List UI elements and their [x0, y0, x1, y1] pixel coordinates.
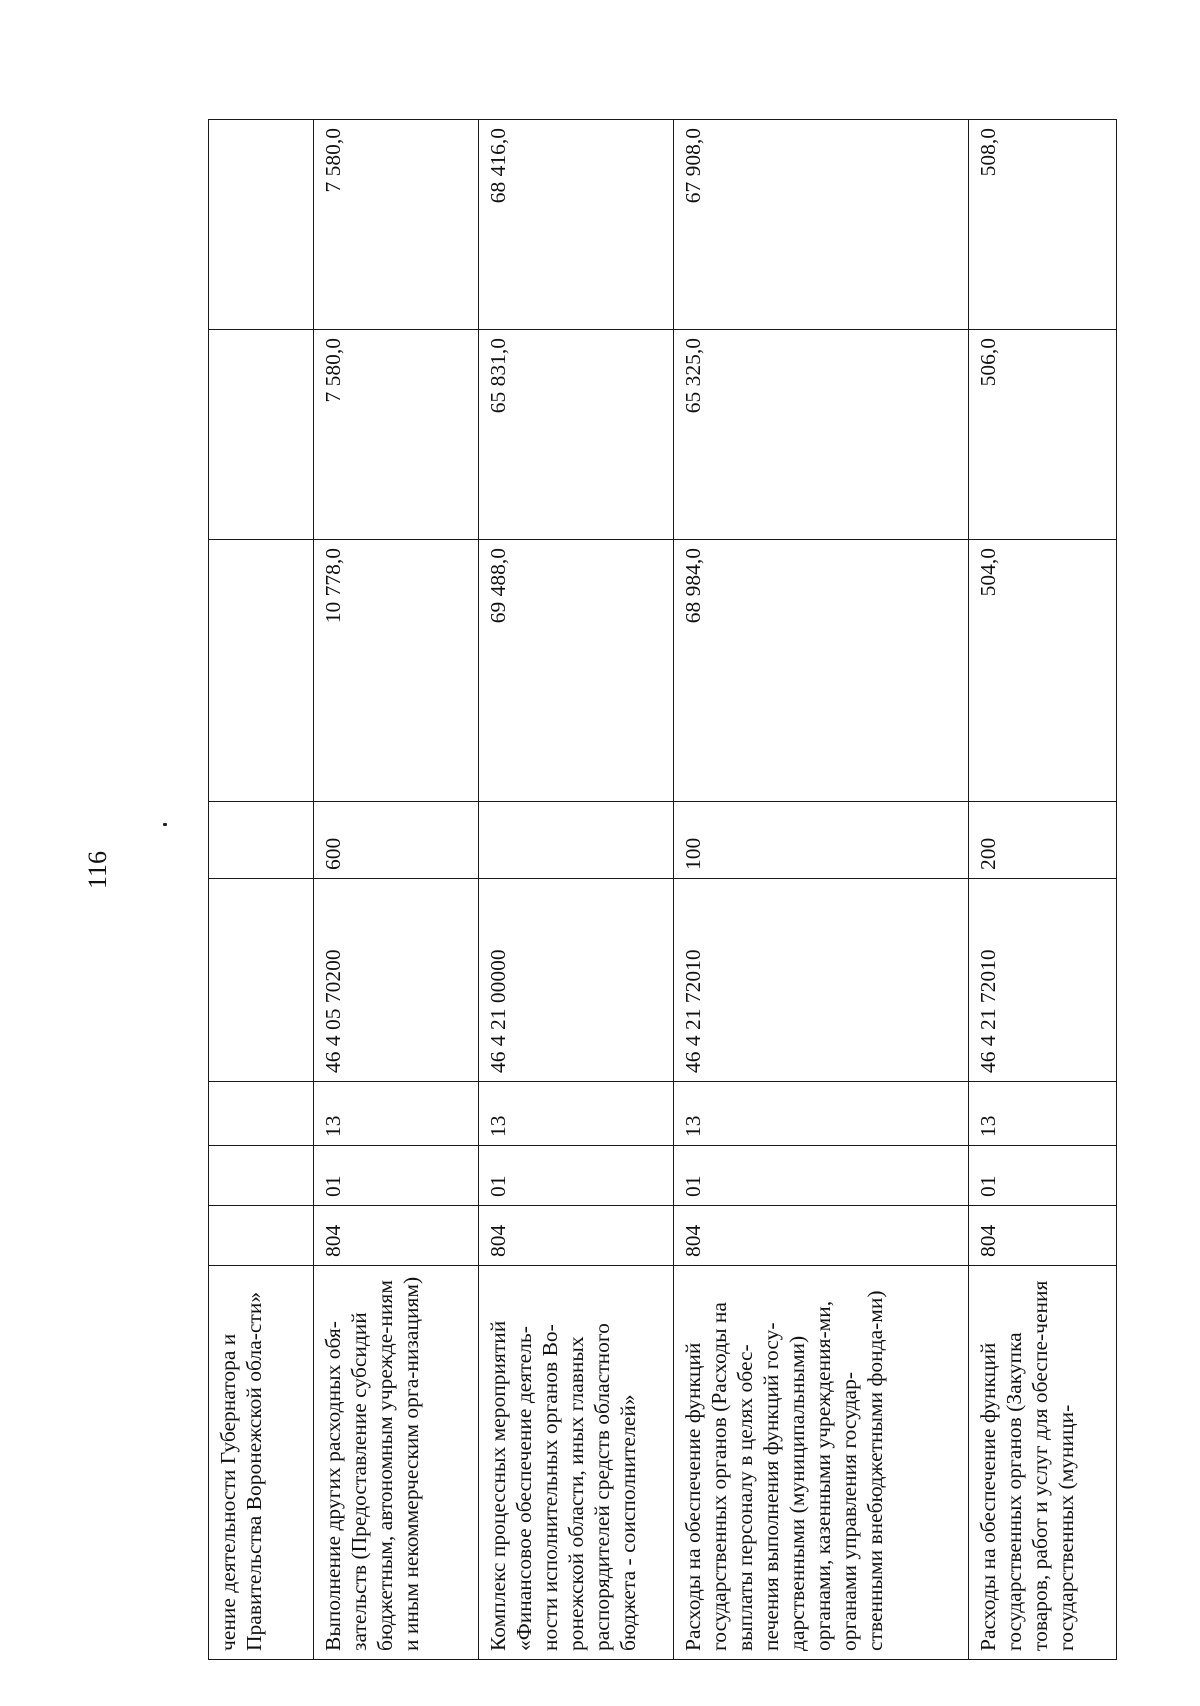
- expense-type-code: 100: [674, 802, 969, 879]
- expense-type-code: [209, 802, 314, 879]
- page-number: 116: [83, 850, 112, 890]
- amount-year-3: 508,0: [969, 120, 1117, 330]
- expense-type-code: [479, 802, 674, 879]
- subsection-code: [209, 1082, 314, 1146]
- table-row: [674, 120, 969, 1660]
- grbs-code: 804: [674, 1206, 969, 1266]
- subsection-code: 13: [314, 1082, 479, 1146]
- grbs-code: 804: [479, 1206, 674, 1266]
- target-article-code: 46 4 21 72010: [969, 879, 1117, 1082]
- section-code: [209, 1146, 314, 1206]
- target-article-code: 46 4 21 00000: [479, 879, 674, 1082]
- table-row: [479, 120, 674, 1660]
- row-description: Выполнение других расходных обя-зательств (Предоставление субсидий бюджетным, автономным учрежде-ниям и иным некоммерческим орга-низациям): [314, 1266, 479, 1660]
- amount-year-1: 69 488,0: [479, 540, 674, 802]
- target-article-code: 46 4 21 72010: [674, 879, 969, 1082]
- amount-year-2: 65 325,0: [674, 330, 969, 540]
- row-description: Расходы на обеспечение функций государственных органов (Расходы на выплаты персоналу в целях обес-печения выполнения функций госу-дарственными (муниципальными) органами, казенными учреждения-ми, органами управления государ-ственными внебюджетными фонда-ми): [674, 1266, 969, 1660]
- section-code: 01: [674, 1146, 969, 1206]
- expense-type-code: 600: [314, 802, 479, 879]
- section-code: 01: [479, 1146, 674, 1206]
- subsection-code: 13: [674, 1082, 969, 1146]
- section-code: 01: [314, 1146, 479, 1206]
- section-code: 01: [969, 1146, 1117, 1206]
- row-description: Расходы на обеспечение функций государственных органов (Закупка товаров, работ и услуг для обеспе-чения государственных (муници-: [969, 1266, 1117, 1660]
- subsection-code: 13: [969, 1082, 1117, 1146]
- target-article-code: 46 4 05 70200: [314, 879, 479, 1082]
- grbs-code: 804: [969, 1206, 1117, 1266]
- amount-year-2: 7 580,0: [314, 330, 479, 540]
- table-row: [209, 120, 314, 1660]
- target-article-code: [209, 879, 314, 1082]
- budget-table: [208, 119, 1117, 1660]
- expense-type-code: 200: [969, 802, 1117, 879]
- amount-year-3: 7 580,0: [314, 120, 479, 330]
- amount-year-1: [209, 540, 314, 802]
- amount-year-1: 68 984,0: [674, 540, 969, 802]
- scan-speck: [163, 823, 167, 826]
- amount-year-1: 10 778,0: [314, 540, 479, 802]
- amount-year-2: 506,0: [969, 330, 1117, 540]
- row-description: чение деятельности Губернатора и Правительства Воронежской облa-сти»: [209, 1266, 314, 1660]
- grbs-code: [209, 1206, 314, 1266]
- rotated-table-container: [208, 120, 1116, 1660]
- row-description: Комплекс процессных мероприятий «Финансовое обеспечение деятель-ности исполнительных органов Во-ронежской области, иных главных распорядителей средств областного бюджета - соисполнителей»: [479, 1266, 674, 1660]
- amount-year-2: 65 831,0: [479, 330, 674, 540]
- amount-year-3: [209, 120, 314, 330]
- table-row: [314, 120, 479, 1660]
- amount-year-2: [209, 330, 314, 540]
- subsection-code: 13: [479, 1082, 674, 1146]
- grbs-code: 804: [314, 1206, 479, 1266]
- table-row: [969, 120, 1117, 1660]
- amount-year-3: 67 908,0: [674, 120, 969, 330]
- amount-year-3: 68 416,0: [479, 120, 674, 330]
- amount-year-1: 504,0: [969, 540, 1117, 802]
